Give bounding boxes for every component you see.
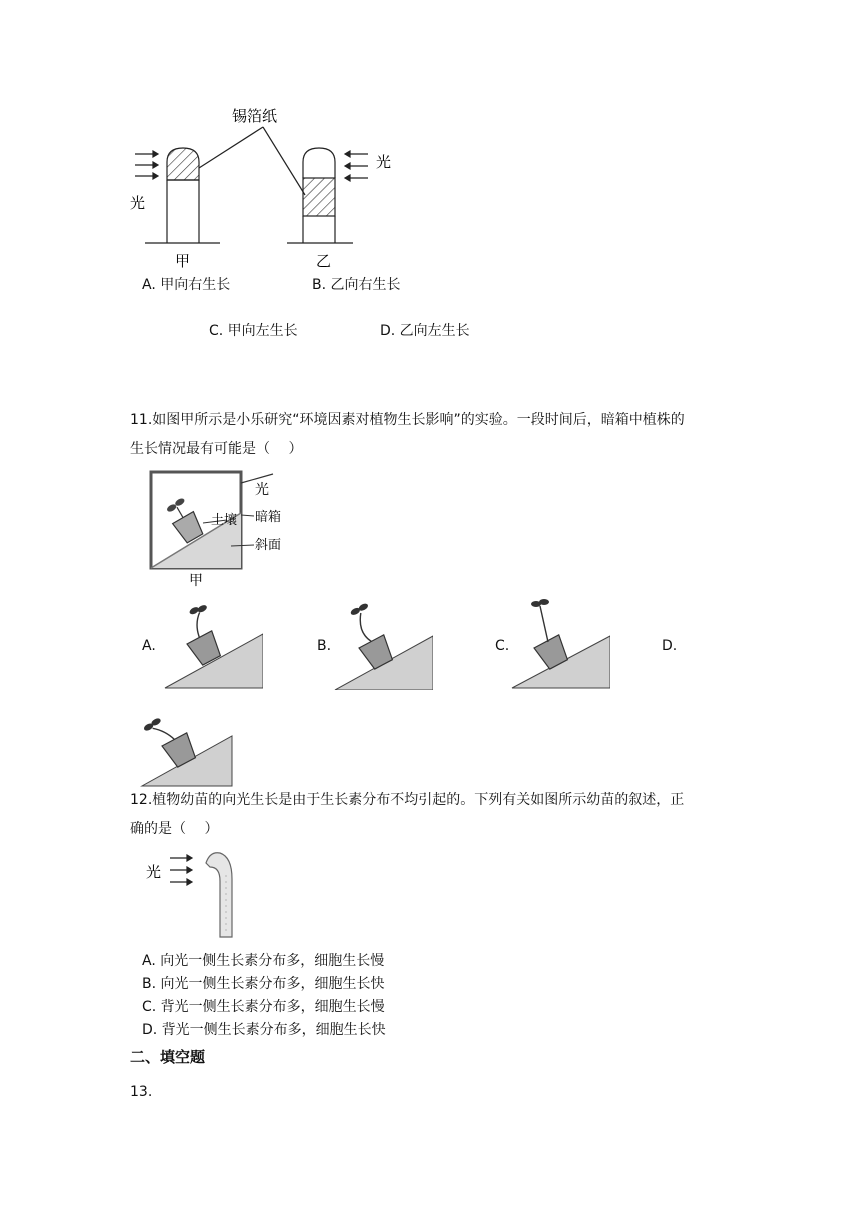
q10-option-d[interactable]: D. 乙向左生长	[380, 323, 470, 339]
q12-light-label: 光	[146, 863, 162, 881]
label-jia: 甲	[175, 252, 191, 270]
q12-light-arrows	[170, 855, 192, 885]
q12-option-a[interactable]: A. 向光一侧生长素分布多，细胞生长慢	[142, 953, 385, 969]
q11-slope-label: 斜面	[255, 538, 282, 553]
q12-option-d[interactable]: D. 背光一侧生长素分布多，细胞生长快	[142, 1022, 386, 1038]
q11-dark-box-label: 暗箱	[255, 510, 282, 525]
q11-stem	[130, 408, 740, 462]
q11-stem-line1: 11.如图甲所示是小乐研究“环境因素对植物生长影响”的实验。一段时间后，暗箱中植株的	[130, 412, 685, 428]
q13-number: 13.	[130, 1084, 153, 1100]
foil-label: 锡箔纸	[232, 107, 278, 125]
light-arrows-left	[135, 151, 158, 179]
foil-pointer-right	[263, 127, 305, 195]
light-label-left: 光	[130, 194, 146, 212]
q11-option-b-image[interactable]	[333, 600, 433, 690]
foil-pointer-left	[199, 127, 263, 168]
q11-option-d[interactable]: D.	[662, 638, 678, 654]
q12-stem	[130, 788, 740, 842]
q12-option-c[interactable]: C. 背光一侧生长素分布多，细胞生长慢	[142, 999, 385, 1015]
q12-seedling	[206, 853, 232, 937]
q10-figure	[125, 100, 425, 275]
q11-light-label: 光	[255, 482, 269, 498]
q12-option-b[interactable]: B. 向光一侧生长素分布多，细胞生长快	[142, 976, 385, 992]
q12-stem-line1: 12.植物幼苗的向光生长是由于生长素分布不均引起的。下列有关如图所示幼苗的叙述，正	[130, 792, 685, 808]
q11-stem-line2: 生长情况最有可能是（ ）	[130, 441, 303, 457]
q10-option-a[interactable]: A. 甲向右生长	[142, 277, 231, 293]
q11-soil-label: 土壤	[211, 513, 238, 528]
q11-option-d-image[interactable]	[140, 700, 240, 788]
q11-figure-dark-box	[145, 468, 305, 590]
q11-option-c[interactable]: C.	[495, 638, 510, 654]
light-arrows-right	[345, 151, 368, 181]
label-yi: 乙	[316, 252, 332, 270]
q11-option-b[interactable]: B.	[317, 638, 332, 654]
q11-label-jia: 甲	[189, 573, 203, 589]
light-label-right: 光	[376, 153, 392, 171]
q11-option-c-image[interactable]	[510, 598, 610, 690]
seedling-yi	[287, 148, 353, 243]
q10-option-b[interactable]: B. 乙向右生长	[312, 277, 401, 293]
q11-option-a[interactable]: A.	[142, 638, 156, 654]
q12-stem-line2: 确的是（ ）	[130, 821, 219, 837]
q12-seedling-figure	[140, 845, 250, 945]
section-title-fill-in: 二、填空题	[130, 1048, 206, 1066]
q12-options	[142, 950, 386, 1042]
q11-option-a-image[interactable]	[163, 600, 263, 690]
q10-option-c[interactable]: C. 甲向左生长	[209, 323, 298, 339]
